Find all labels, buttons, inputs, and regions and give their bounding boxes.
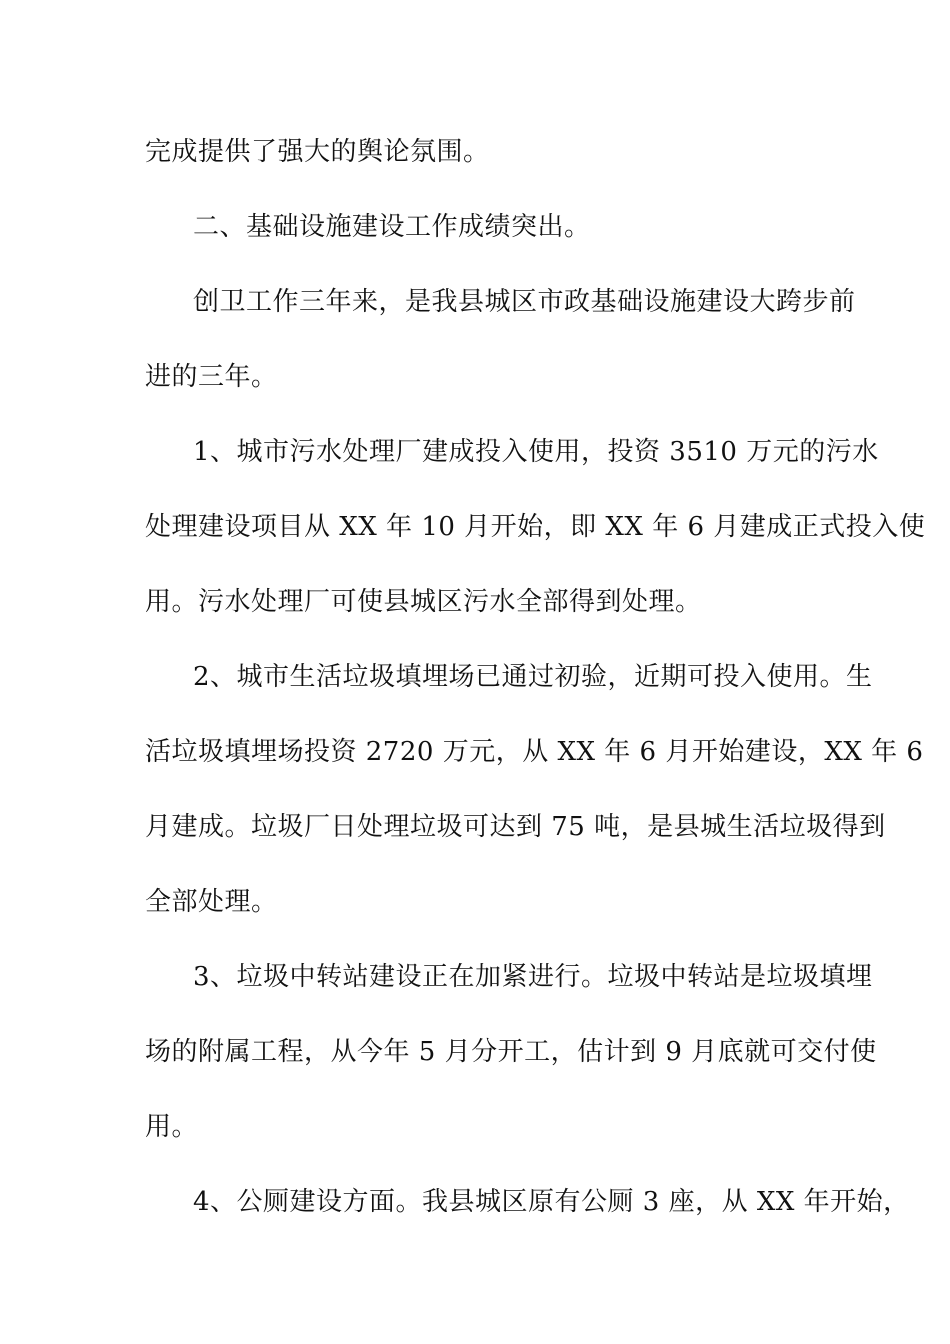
text-line: 4、公厕建设方面。我县城区原有公厕 3 座，从 XX 年开始， (193, 1187, 910, 1217)
text-line: 进的三年。 (145, 362, 278, 392)
text-line: 活垃圾填埋场投资 2720 万元，从 XX 年 6 月开始建设，XX 年 6 (145, 737, 924, 767)
text-line: 创卫工作三年来，是我县城区市政基础设施建设大跨步前 (193, 287, 856, 317)
text-line: 用。污水处理厂可使县城区污水全部得到处理。 (145, 587, 702, 617)
text-line: 1、城市污水处理厂建成投入使用，投资 3510 万元的污水 (193, 437, 879, 467)
text-line: 用。 (145, 1112, 199, 1142)
text-line: 3、垃圾中转站建设正在加紧进行。垃圾中转站是垃圾填埋 (193, 962, 873, 992)
text-line: 完成提供了强大的舆论氛围。 (145, 137, 490, 167)
text-line: 全部处理。 (145, 887, 278, 917)
text-line: 月建成。垃圾厂日处理垃圾可达到 75 吨，是县城生活垃圾得到 (145, 812, 886, 842)
text-line: 场的附属工程，从今年 5 月分开工，估计到 9 月底就可交付使 (145, 1037, 877, 1067)
text-line: 2、城市生活垃圾填埋场已通过初验，近期可投入使用。生 (193, 662, 873, 692)
text-line: 处理建设项目从 XX 年 10 月开始，即 XX 年 6 月建成正式投入使 (145, 512, 926, 542)
section-heading: 二、基础设施建设工作成绩突出。 (193, 212, 591, 242)
